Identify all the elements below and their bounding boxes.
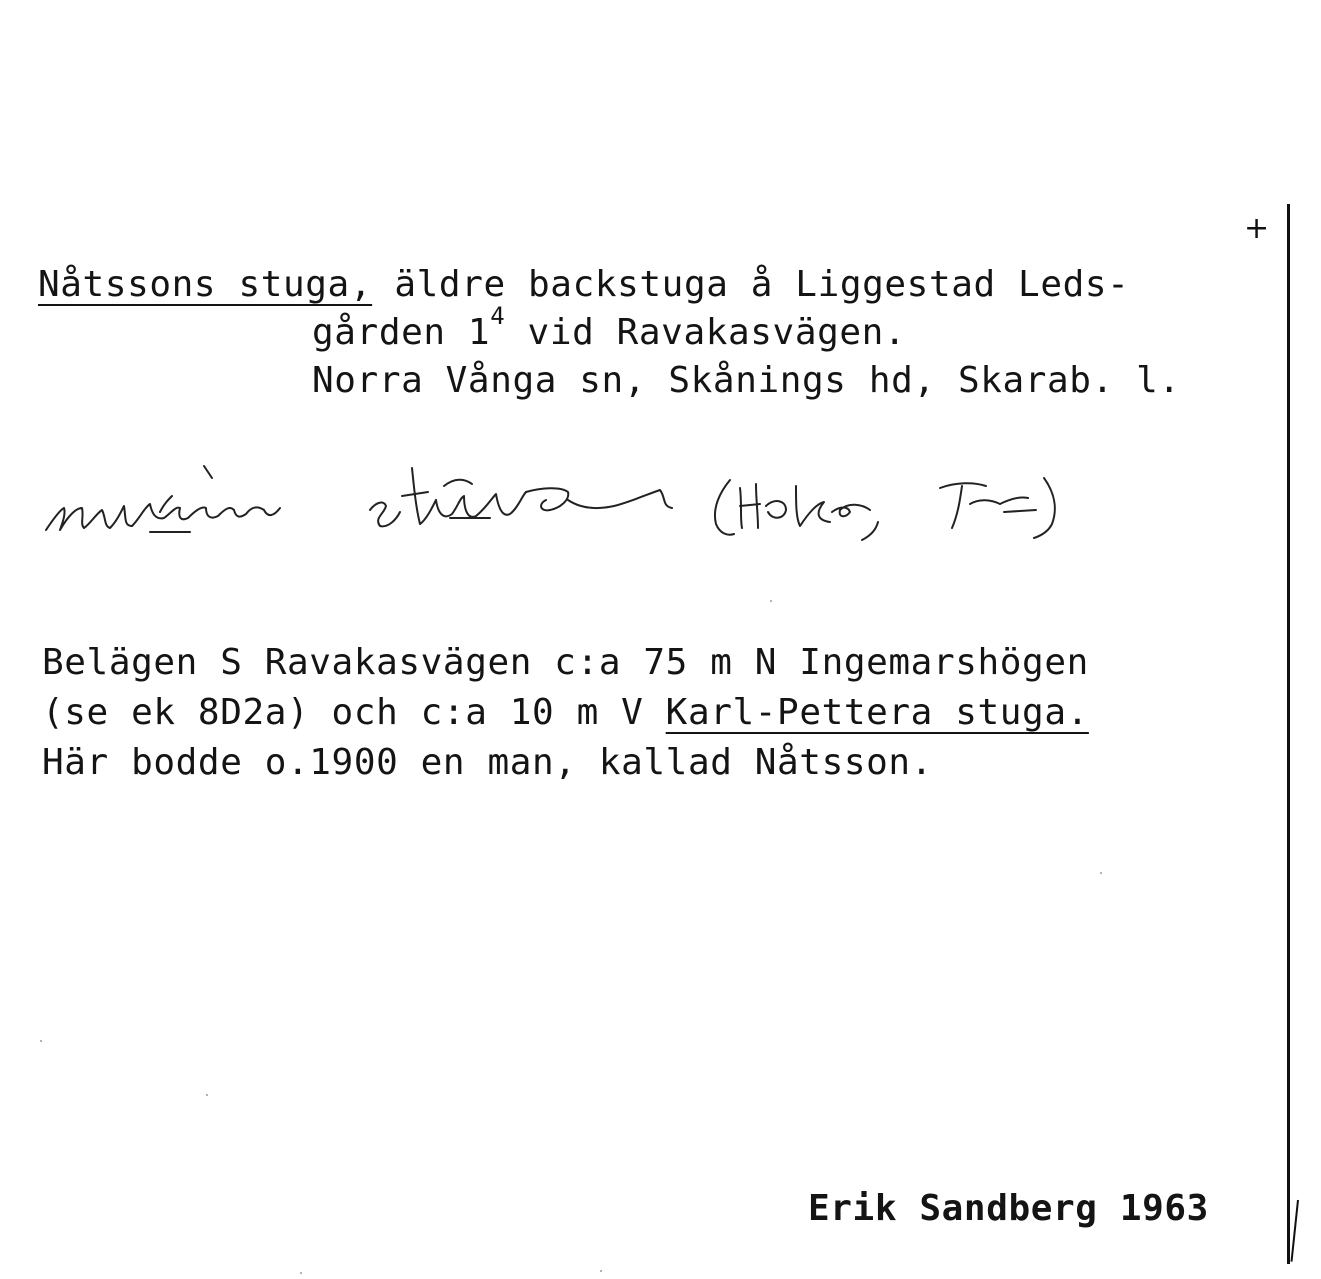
- scan-speck: [40, 1040, 42, 1042]
- scan-speck: [770, 600, 772, 602]
- location-line: Belägen S Ravakasvägen c:a 75 m N Ingemarshögen: [42, 642, 1089, 683]
- handwritten-note: [40, 448, 1080, 558]
- heading-line-2: [312, 302, 907, 356]
- card-right-edge: [1287, 204, 1290, 1264]
- corner-mark: +: [1244, 211, 1270, 246]
- farm-number-superscript: 4: [490, 302, 506, 330]
- cross-reference: Karl-Pettera stuga.: [665, 692, 1089, 733]
- heading-description: äldre backstuga å Liggestad Leds-: [372, 264, 1130, 305]
- farm-name: gården 1: [312, 312, 491, 353]
- reference-line: [42, 690, 1089, 736]
- author-signature: Erik Sandberg 1963: [808, 1188, 1209, 1229]
- scan-speck: [206, 1094, 208, 1096]
- road-location: vid Ravakasvägen.: [505, 312, 907, 353]
- scan-speck: [600, 1270, 602, 1272]
- history-line: Här bodde o.1900 en man, kallad Nåtsson.: [42, 742, 933, 783]
- scan-speck: [300, 1272, 302, 1274]
- reference-text: (se ek 8D2a) och c:a 10 m V: [42, 692, 666, 733]
- card-right-edge-tail: [1291, 1200, 1299, 1262]
- scan-speck: [1100, 872, 1102, 874]
- place-name: Nåtssons stuga,: [38, 264, 373, 305]
- heading-line-1: [38, 262, 1129, 308]
- parish-line: Norra Vånga sn, Skånings hd, Skarab. l.: [312, 360, 1181, 401]
